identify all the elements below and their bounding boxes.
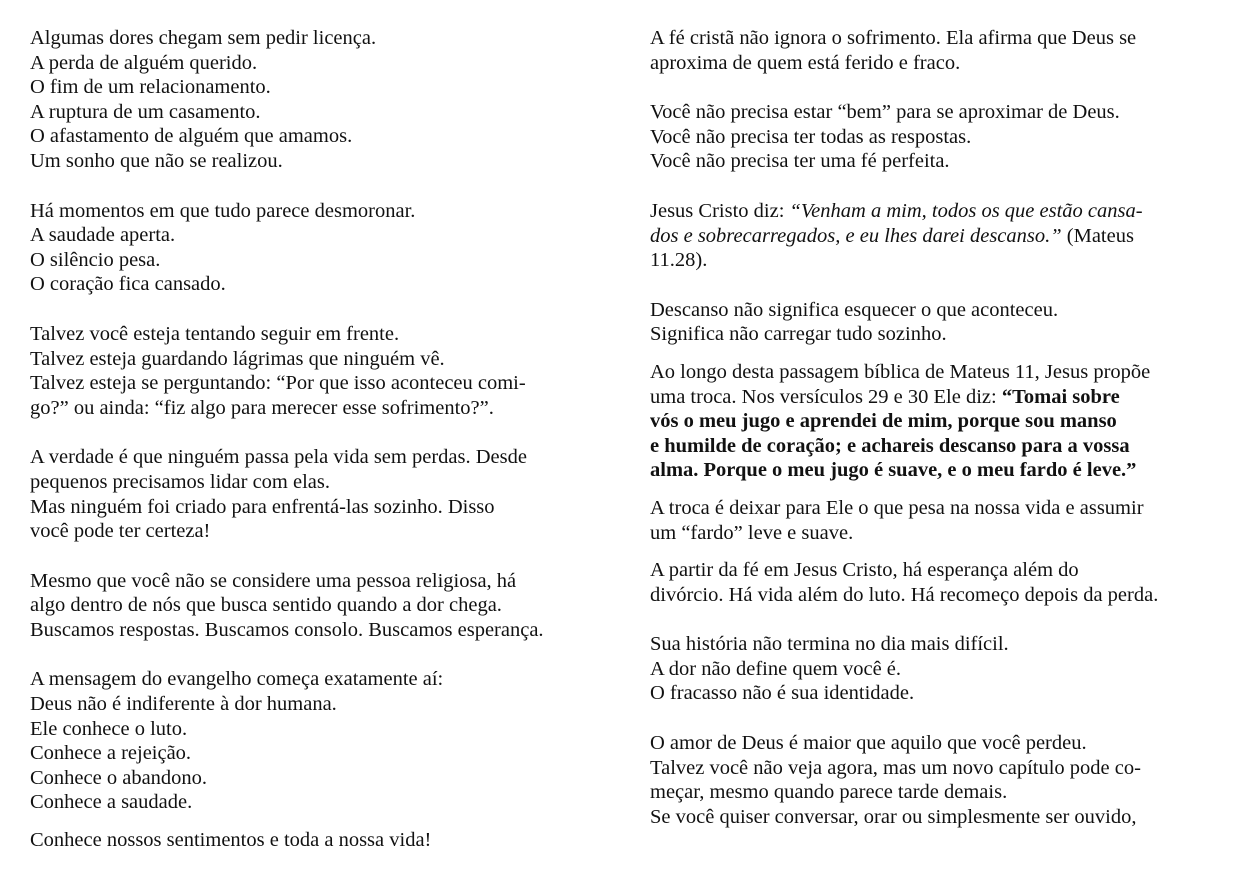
text-line: Descanso não significa esquecer o que aconteceu.: [650, 298, 1059, 321]
bible-quote-bold: alma. Porque o meu jugo é suave, e o meu fardo é leve.”: [650, 459, 1137, 482]
text-line: Conhece a saudade.: [30, 791, 193, 814]
text-line: Mesmo que você não se considere uma pessoa religiosa, há: [30, 569, 517, 592]
paragraph-spacer: [650, 545, 1215, 558]
text-line: O coração fica cansado.: [30, 273, 226, 296]
text-line: Ele conhece o luto.: [30, 717, 188, 740]
text-line: Se você quiser conversar, orar ou simplesmente ser ouvido,: [650, 805, 1137, 828]
text-line: algo dentro de nós que busca sentido quando a dor chega.: [30, 594, 502, 617]
text-line: A mensagem do evangelho começa exatamente aí:: [30, 668, 444, 691]
text-line: Um sonho que não se realizou.: [30, 149, 283, 172]
paragraph-hope: [650, 558, 1215, 607]
paragraph-spacer: [650, 273, 1215, 298]
text-line: Buscamos respostas. Buscamos consolo. Buscamos esperança.: [30, 618, 544, 641]
text-line: Você não precisa ter todas as respostas.: [650, 125, 972, 148]
text-line: go?” ou ainda: “fiz algo para merecer esse sofrimento?”.: [30, 396, 494, 419]
text-line: [650, 199, 1215, 224]
paragraph-your-story: [650, 632, 1215, 706]
text-line: O silêncio pesa.: [30, 248, 161, 271]
text-line: A dor não define quem você é.: [650, 657, 902, 680]
text-line: A fé cristã não ignora o sofrimento. Ela afirma que Deus se: [650, 27, 1137, 49]
paragraph-spacer: [30, 420, 605, 445]
right-column: [650, 26, 1215, 829]
text-line: [650, 224, 1215, 249]
paragraph-spacer: [650, 174, 1215, 199]
paragraph-spacer: [30, 642, 605, 667]
paragraph-spacer: [30, 544, 605, 569]
bible-quote-bold: e humilde de coração; e achareis descanso para a vossa: [650, 434, 1130, 457]
text-line: Conhece a rejeição.: [30, 742, 192, 765]
text-line: aproxima de quem está ferido e fraco.: [650, 51, 961, 74]
paragraph-exchange-meaning: [650, 496, 1215, 545]
text-line: Mas ninguém foi criado para enfrentá-las sozinho. Disso: [30, 495, 495, 518]
bible-quote-italic: dos e sobrecarregados, e eu lhes darei descanso.”: [650, 224, 1062, 247]
text-line: Há momentos em que tudo parece desmoronar.: [30, 199, 416, 222]
text-line: Talvez você esteja tentando seguir em frente.: [30, 322, 400, 345]
text-line: divórcio. Há vida além do luto. Há recomeço depois da perda.: [650, 583, 1159, 606]
paragraph-gods-love: [650, 731, 1215, 829]
text-line: Conhece o abandono.: [30, 766, 208, 789]
text-line: A perda de alguém querido.: [30, 51, 258, 74]
paragraph-spacer: [30, 297, 605, 322]
paragraph-christian-faith: [650, 26, 1215, 75]
paragraph-jesus-says: [650, 199, 1215, 273]
text-line: O amor de Deus é maior que aquilo que você perdeu.: [650, 732, 1087, 755]
text-line: [650, 434, 1215, 459]
paragraph-gospel: [30, 667, 605, 815]
text-line: O fracasso não é sua identidade.: [650, 682, 915, 705]
paragraph-truth: [30, 445, 605, 543]
bible-quote-italic: “Venham a mim, todos os que estão cansa-: [789, 199, 1143, 222]
left-column: [30, 26, 605, 853]
bible-reference: (Mateus: [1061, 224, 1134, 247]
paragraph-exchange-passage: [650, 360, 1215, 483]
text-line: A verdade é que ninguém passa pela vida sem perdas. Desde: [30, 446, 527, 469]
text-line: meçar, mesmo quando parece tarde demais.: [650, 781, 1008, 804]
paragraph-moments: [30, 199, 605, 297]
text-line: Talvez você não veja agora, mas um novo capítulo pode co-: [650, 756, 1141, 779]
text-line: Sua história não termina no dia mais difícil.: [650, 633, 1009, 656]
text-line: Você não precisa estar “bem” para se aproximar de Deus.: [650, 101, 1120, 124]
paragraph-spacer: [650, 483, 1215, 496]
text-line: A partir da fé em Jesus Cristo, há esperança além do: [650, 559, 1079, 582]
paragraph-spacer: [650, 607, 1215, 632]
text-line: Talvez esteja guardando lágrimas que ninguém vê.: [30, 347, 445, 370]
paragraph-spacer: [30, 174, 605, 199]
text-line: Conhece nossos sentimentos e toda a nossa vida!: [30, 829, 432, 852]
text-line: [650, 458, 1215, 483]
text-line: [650, 409, 1215, 434]
paragraph-knows-all: [30, 828, 605, 853]
text-line: A ruptura de um casamento.: [30, 100, 261, 123]
text-line: um “fardo” leve e suave.: [650, 521, 854, 544]
paragraph-spacer: [650, 706, 1215, 731]
text-line: Ao longo desta passagem bíblica de Mateus 11, Jesus propõe: [650, 360, 1151, 383]
paragraph-religious: [30, 569, 605, 643]
text-line: A troca é deixar para Ele o que pesa na nossa vida e assumir: [650, 496, 1144, 519]
text-line: pequenos precisamos lidar com elas.: [30, 470, 331, 493]
text-line: [650, 385, 1215, 410]
text-line: Deus não é indiferente à dor humana.: [30, 693, 337, 716]
text-line: O fim de um relacionamento.: [30, 76, 271, 99]
text-line: Algumas dores chegam sem pedir licença.: [30, 27, 377, 49]
text-line: Significa não carregar tudo sozinho.: [650, 323, 947, 346]
paragraph-spacer: [30, 815, 605, 828]
paragraph-intro-pains: [30, 26, 605, 174]
text-line: você pode ter certeza!: [30, 520, 211, 543]
paragraph-maybe: [30, 322, 605, 420]
paragraph-spacer: [650, 75, 1215, 100]
text-line: 11.28).: [650, 249, 708, 272]
quote-intro: Jesus Cristo diz:: [650, 199, 790, 222]
paragraph-rest: [650, 298, 1215, 347]
text-line: O afastamento de alguém que amamos.: [30, 125, 353, 148]
text-line: Você não precisa ter uma fé perfeita.: [650, 150, 950, 173]
verse-intro: uma troca. Nos versículos 29 e 30 Ele diz:: [650, 385, 1002, 408]
paragraph-no-need: [650, 100, 1215, 174]
paragraph-spacer: [650, 347, 1215, 360]
bible-quote-bold: vós o meu jugo e aprendei de mim, porque sou manso: [650, 410, 1117, 433]
text-line: Talvez esteja se perguntando: “Por que isso aconteceu comi-: [30, 372, 526, 395]
bible-quote-bold: “Tomai sobre: [1001, 385, 1120, 408]
text-line: A saudade aperta.: [30, 224, 176, 247]
